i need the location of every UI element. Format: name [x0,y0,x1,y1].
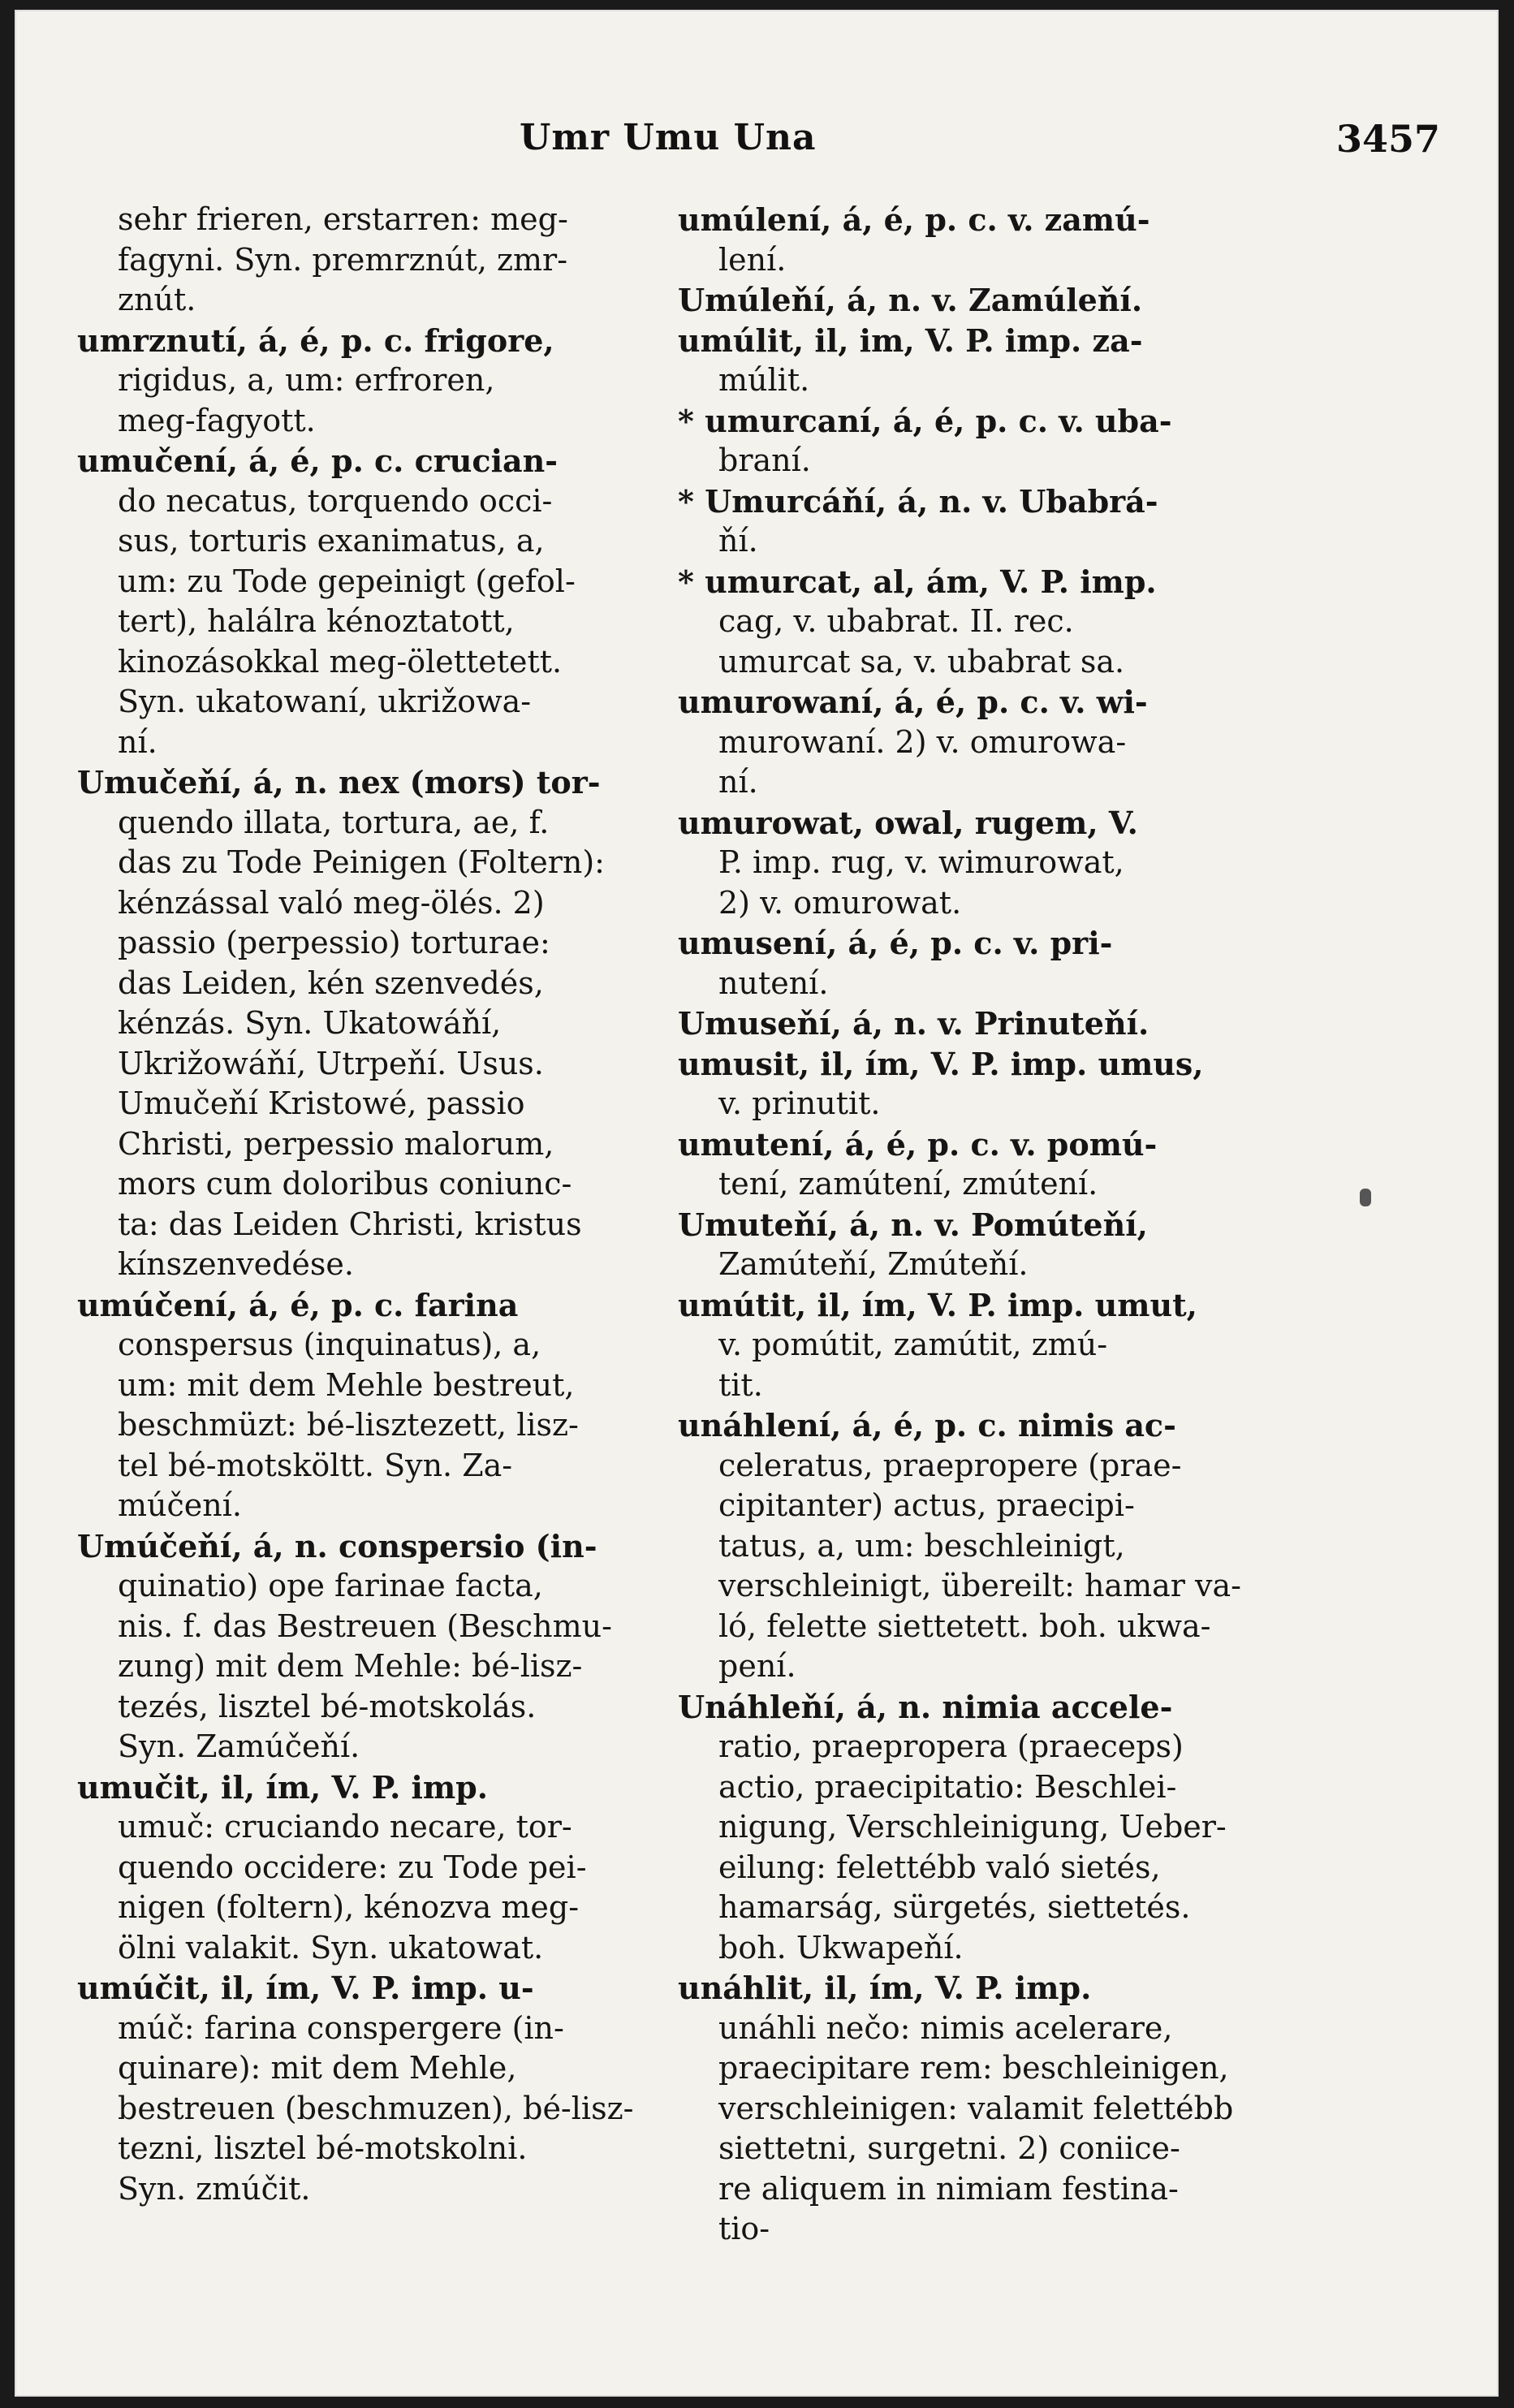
entry-line: umurcat sa, v. ubabrat sa. [718,643,1125,680]
entry-headword-line: Umuteňí, á, n. v. Pomúteňí, [678,1206,1148,1243]
entry-line: das zu Tode Peinigen (Foltern): [118,844,605,880]
page-header [16,117,1497,174]
entry-line: das Leiden, kén szenvedés, [118,964,544,1001]
entry-line: ölni valakit. Syn. ukatowat. [118,1929,544,1966]
right-column [678,200,1262,2250]
entry-line: ní. [118,723,157,760]
entry-line: kénzás. Syn. Ukatowáňí, [118,1005,502,1041]
entry-line: praecipitare rem: beschleinigen, [718,2050,1229,2086]
entry-headword-line: umúčení, á, é, p. c. farina [77,1286,519,1323]
entry-line: kénzással való meg-ölés. 2) [118,884,545,921]
entry-headword-line: Umúleňí, á, n. v. Zamúleňí. [678,282,1143,318]
entry-line: pení. [718,1648,796,1684]
entry-line: zung) mit dem Mehle: bé-lisz- [118,1648,583,1684]
entry-line: umuč: cruciando necare, tor- [118,1809,572,1845]
entry-line: murowaní. 2) v. omurowa- [718,723,1127,760]
entry-headword-line: umrznutí, á, é, p. c. frigore, [77,321,554,359]
entry-line: nigung, Verschleinigung, Ueber- [718,1809,1227,1845]
entry-line: sus, torturis exanimatus, a, [118,523,545,559]
entry-headword-line: * Umurcáňí, á, n. v. Ubabrá- [678,482,1158,520]
running-title: Umr Umu Una [520,117,817,158]
entry-line: kinozásokkal meg-ölettetett. [118,643,563,680]
entry-line: kínszenvedése. [118,1246,354,1282]
entry-line: tezés, lisztel bé-motskolás. [118,1688,537,1724]
entry-line: verschleinigt, übereilt: hamar va- [718,1568,1241,1603]
entry-line: Syn. ukatowaní, ukrižowa- [118,684,532,719]
entry-line: passio (perpessio) torturae: [118,925,550,960]
entry-line: quendo occidere: zu Tode pei- [118,1849,587,1885]
entry-line: ratio, praepropera (praeceps) [718,1728,1184,1764]
entry-line: tit. [718,1366,763,1403]
entry-line: Syn. zmúčit. [118,2170,311,2207]
entry-line: beschmüzt: bé-lisztezett, lisz- [118,1407,579,1443]
entry-line: nigen (foltern), kénozva meg- [118,1889,580,1925]
entry-line: nutení. [718,964,829,1001]
entry-line: rigidus, a, um: erfroren, [118,362,495,398]
entry-line: Ukrižowáňí, Utrpeňí. Usus. [118,1045,544,1081]
entry-headword-line: umúčit, il, ím, V. P. imp. u- [77,1970,534,2006]
entry-line: múč: farina conspergere (in- [118,2009,564,2046]
entry-line: cipitanter) actus, praecipi- [718,1487,1135,1523]
page-blemish [1360,1189,1371,1206]
entry-line: ní. [718,764,758,800]
dictionary-page [15,10,1499,2397]
entry-line: 2) v. omurowat. [718,884,962,921]
entry-line: actio, praecipitatio: Beschlei- [718,1768,1177,1805]
entry-line: tezni, lisztel bé-motskolni. [118,2130,528,2166]
entry-line: ló, felette siettetett. boh. ukwa- [718,1607,1211,1644]
entry-line: unáhli nečo: nimis acelerare, [718,2009,1173,2046]
entry-headword-line: umučit, il, ím, V. P. imp. [77,1768,488,1806]
entry-line: ta: das Leiden Christi, kristus [118,1206,582,1242]
entry-line: celeratus, praepropere (prae- [718,1447,1182,1483]
entry-line: re aliquem in nimiam festina- [718,2170,1179,2207]
entry-line: eilung: felettébb való sietés, [718,1849,1161,1885]
entry-line: Christi, perpessio malorum, [118,1125,554,1162]
entry-headword-line: umúlení, á, é, p. c. v. zamú- [678,201,1150,238]
entry-line: cag, v. ubabrat. II. rec. [718,603,1074,639]
entry-line: braní. [718,442,811,478]
entry-headword-line: umusit, il, ím, V. P. imp. umus, [678,1045,1204,1082]
entry-headword-line: umúlit, il, im, V. P. imp. za- [678,321,1143,359]
page-number: 3457 [1335,117,1440,161]
entry-line: múlit. [718,362,810,398]
entry-line: mors cum doloribus coniunc- [118,1166,572,1202]
entry-line: v. prinutit. [718,1085,881,1121]
entry-line: verschleinigen: valamit felettébb [718,2090,1234,2126]
entry-headword-line: * umurcat, al, ám, V. P. imp. [678,563,1157,600]
entry-line: tatus, a, um: beschleinigt, [718,1527,1125,1564]
entry-line: tert), halálra kénoztatott, [118,603,515,639]
entry-line: bestreuen (beschmuzen), bé-lisz- [118,2090,634,2126]
entry-line: conspersus (inquinatus), a, [118,1327,541,1362]
entry-line: sehr frieren, erstarren: meg- [118,201,568,237]
entry-headword-line: * umurcaní, á, é, p. c. v. uba- [678,402,1172,439]
entry-line: Zamúteňí, Zmúteňí. [718,1246,1029,1282]
entry-line: boh. Ukwapeňí. [718,1929,964,1966]
entry-headword-line: umusení, á, é, p. c. v. pri- [678,925,1113,961]
entry-line: tel bé-motsköltt. Syn. Za- [118,1447,513,1483]
entry-line: ňí. [718,523,758,559]
entry-headword-line: Umuseňí, á, n. v. Prinuteňí. [678,1005,1150,1042]
entry-line: um: zu Tode gepeinigt (gefol- [118,563,576,599]
entry-headword-line: umučení, á, é, p. c. crucian- [77,442,559,479]
entry-headword-line: Umučeňí, á, n. nex (mors) tor- [77,764,601,801]
entry-line: quinatio) ope farinae facta, [118,1568,543,1603]
entry-line: hamarság, sürgetés, siettetés. [718,1889,1191,1925]
entry-headword-line: umutení, á, é, p. c. v. pomú- [678,1125,1158,1163]
left-column [77,200,653,2209]
entry-line: tio- [718,2211,770,2246]
entry-line: quendo illata, tortura, ae, f. [118,804,550,840]
entry-line: Umučeňí Kristowé, passio [118,1085,525,1121]
entry-line: lení. [718,241,787,278]
entry-line: v. pomútit, zamútit, zmú- [718,1327,1108,1362]
entry-line: nis. f. das Bestreuen (Beschmu- [118,1607,612,1644]
entry-headword-line: unáhlit, il, ím, V. P. imp. [678,1970,1092,2006]
entry-line: znút. [118,282,196,317]
entry-line: quinare): mit dem Mehle, [118,2050,517,2086]
entry-line: meg-fagyott. [118,402,316,438]
entry-line: múčení. [118,1487,242,1523]
entry-headword-line: Umúčeňí, á, n. conspersio (in- [77,1527,597,1564]
entry-line: tení, zamútení, zmútení. [718,1166,1098,1202]
entry-line: Syn. Zamúčeňí. [118,1728,360,1764]
entry-headword-line: Unáhleňí, á, n. nimia accele- [678,1688,1173,1725]
entry-line: do necatus, torquendo occi- [118,482,553,519]
entry-line: fagyni. Syn. premrznút, zmr- [118,241,568,278]
entry-line: um: mit dem Mehle bestreut, [118,1366,575,1403]
entry-headword-line: umútit, il, ím, V. P. imp. umut, [678,1286,1197,1323]
entry-line: siettetni, surgetni. 2) coniice- [718,2130,1180,2166]
entry-headword-line: unáhlení, á, é, p. c. nimis ac- [678,1407,1176,1444]
entry-headword-line: umurowaní, á, é, p. c. v. wi- [678,684,1148,720]
entry-headword-line: umurowat, owal, rugem, V. [678,804,1138,841]
entry-line: P. imp. rug, v. wimurowat, [718,844,1124,880]
